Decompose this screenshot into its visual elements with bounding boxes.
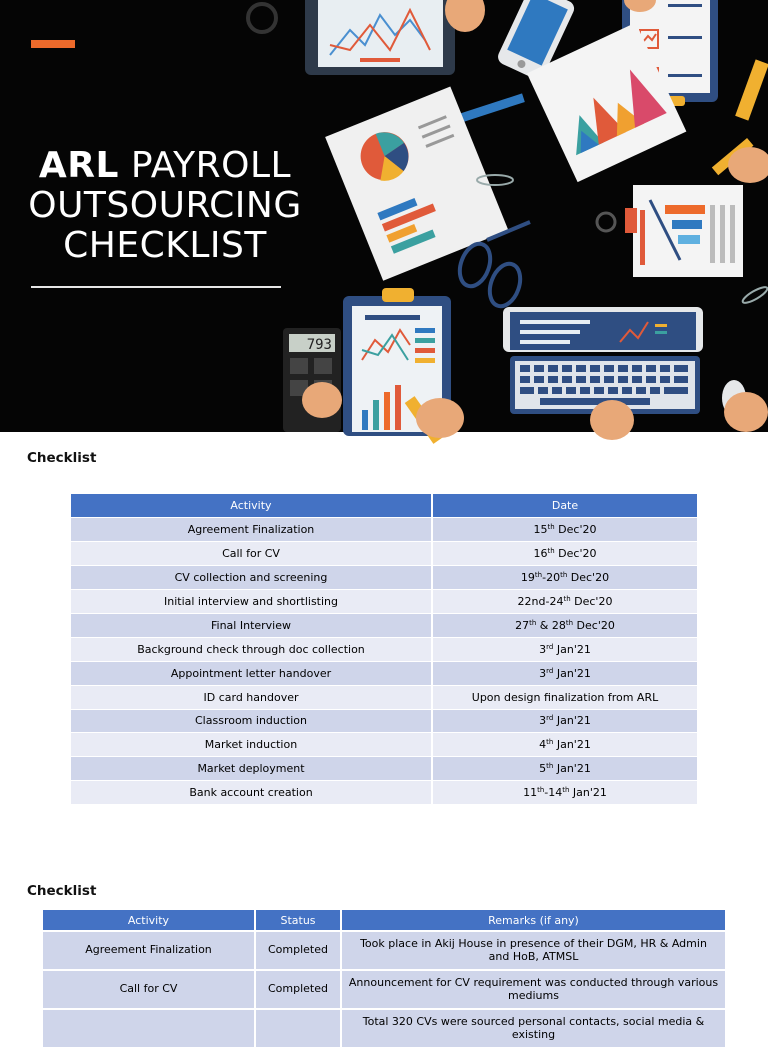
table-row xyxy=(71,542,697,566)
table-row xyxy=(71,661,697,685)
date-text: Jan'21 xyxy=(553,762,591,776)
date-text: 19 xyxy=(520,571,535,585)
date-cell xyxy=(432,590,697,614)
table-row xyxy=(71,757,697,781)
date-text: 15 xyxy=(533,523,548,537)
date-cell xyxy=(432,757,697,781)
date-text: 3 xyxy=(539,642,547,656)
timeline-table xyxy=(71,494,697,805)
table-header-row xyxy=(43,910,725,931)
date-text: Dec'20 xyxy=(570,595,613,608)
date-text: 22nd-24 xyxy=(517,595,564,608)
status-cell xyxy=(255,1009,341,1048)
activity-cell: Call for CV xyxy=(43,970,255,1009)
date-cell xyxy=(432,566,697,590)
title-brand: ARL xyxy=(38,145,119,186)
activity-cell xyxy=(43,1009,255,1048)
column-header-date: Date xyxy=(432,494,697,518)
date-ordinal-suffix: th xyxy=(560,571,568,580)
date-text: Dec'20 xyxy=(567,571,610,585)
table-row xyxy=(71,566,697,590)
table-row xyxy=(71,733,697,757)
table-row xyxy=(71,685,697,709)
date-cell xyxy=(432,637,697,661)
remarks-cell: Total 320 CVs were sourced personal contacts, social media & existing xyxy=(341,1009,725,1048)
title-line3: CHECKLIST xyxy=(63,225,267,266)
date-cell xyxy=(432,542,697,566)
date-ordinal-suffix: th xyxy=(546,762,554,771)
date-text: Dec'20 xyxy=(554,523,597,537)
activity-cell: Background check through doc collection xyxy=(71,637,432,661)
date-text: Dec'20 xyxy=(573,618,615,632)
accent-bar xyxy=(31,40,75,48)
title-line2: OUTSOURCING xyxy=(28,185,302,226)
clipboard-chart-icon xyxy=(305,0,455,75)
date-ordinal-suffix: th xyxy=(547,547,555,556)
table-row xyxy=(71,709,697,733)
date-text: 4 xyxy=(539,738,547,752)
title-line1: PAYROLL xyxy=(118,145,292,186)
date-ordinal-suffix: th xyxy=(547,523,555,532)
table-row xyxy=(43,1009,725,1048)
date-text: Jan'21 xyxy=(569,786,607,800)
table-row xyxy=(71,518,697,542)
table-row xyxy=(71,637,697,661)
activity-cell: Final Interview xyxy=(71,613,432,637)
activity-cell: ID card handover xyxy=(71,685,432,709)
date-text: Upon design finalization from ARL xyxy=(471,690,659,704)
table-row xyxy=(71,590,697,614)
date-cell xyxy=(432,661,697,685)
svg-text:793: 793 xyxy=(306,337,332,353)
status-cell: Completed xyxy=(255,970,341,1009)
date-ordinal-suffix: th xyxy=(546,738,554,747)
date-ordinal-suffix: th xyxy=(562,786,570,795)
office-illustration xyxy=(240,0,768,432)
date-text: 3 xyxy=(539,666,547,680)
date-cell xyxy=(432,781,697,805)
date-text: 16 xyxy=(533,547,548,561)
date-text: Jan'21 xyxy=(553,714,591,728)
column-header-activity: Activity xyxy=(71,494,432,518)
table-header-row xyxy=(71,494,697,518)
table-row xyxy=(71,613,697,637)
date-text: 5 xyxy=(539,762,547,776)
section2-heading: Checklist xyxy=(27,883,97,899)
section1-heading: Checklist xyxy=(27,450,97,466)
date-ordinal-suffix: rd xyxy=(546,714,554,723)
date-ordinal-suffix: th xyxy=(537,786,545,795)
activity-cell: Appointment letter handover xyxy=(71,661,432,685)
date-text: 11 xyxy=(523,786,538,800)
date-ordinal-suffix: th xyxy=(565,618,574,627)
date-cell xyxy=(432,709,697,733)
date-text: Jan'21 xyxy=(553,666,591,680)
calculator-icon xyxy=(283,328,341,432)
date-ordinal-suffix: th xyxy=(529,618,537,627)
activity-cell: Bank account creation xyxy=(71,781,432,805)
activity-cell: Agreement Finalization xyxy=(71,518,432,542)
date-text: -20 xyxy=(542,571,561,585)
activity-cell: Market induction xyxy=(71,733,432,757)
date-text: & 28 xyxy=(536,618,566,632)
activity-cell: CV collection and screening xyxy=(71,566,432,590)
remarks-cell: Announcement for CV requirement was conducted through various mediums xyxy=(341,970,725,1009)
date-text: 3 xyxy=(539,714,547,728)
activity-cell: Agreement Finalization xyxy=(43,931,255,970)
activity-cell: Initial interview and shortlisting xyxy=(71,590,432,614)
date-ordinal-suffix: th xyxy=(534,571,543,580)
column-header-activity: Activity xyxy=(43,910,255,931)
bar-chart-doc-icon xyxy=(597,185,743,277)
status-table xyxy=(43,910,725,1049)
date-text: Dec'20 xyxy=(554,547,597,561)
date-cell xyxy=(432,685,697,709)
date-cell xyxy=(432,733,697,757)
table-row xyxy=(43,931,725,970)
date-ordinal-suffix: rd xyxy=(546,642,554,651)
date-ordinal-suffix: rd xyxy=(546,666,554,675)
date-cell xyxy=(432,613,697,637)
date-text: -14 xyxy=(544,786,563,800)
date-cell xyxy=(432,518,697,542)
date-text: Jan'21 xyxy=(553,642,591,656)
status-cell: Completed xyxy=(255,931,341,970)
column-header-remarks: Remarks (if any) xyxy=(341,910,725,931)
laptop-icon xyxy=(503,307,703,414)
hero-banner xyxy=(0,0,768,432)
remarks-cell: Took place in Akij House in presence of their DGM, HR & Admin and HoB, ATMSL xyxy=(341,931,725,970)
table-row xyxy=(43,970,725,1009)
activity-cell: Classroom induction xyxy=(71,709,432,733)
activity-cell: Call for CV xyxy=(71,542,432,566)
column-header-status: Status xyxy=(255,910,341,931)
table-row xyxy=(71,781,697,805)
date-text: Jan'21 xyxy=(553,738,591,752)
activity-cell: Market deployment xyxy=(71,757,432,781)
date-ordinal-suffix: th xyxy=(563,595,571,603)
date-text: 27 xyxy=(515,618,530,632)
